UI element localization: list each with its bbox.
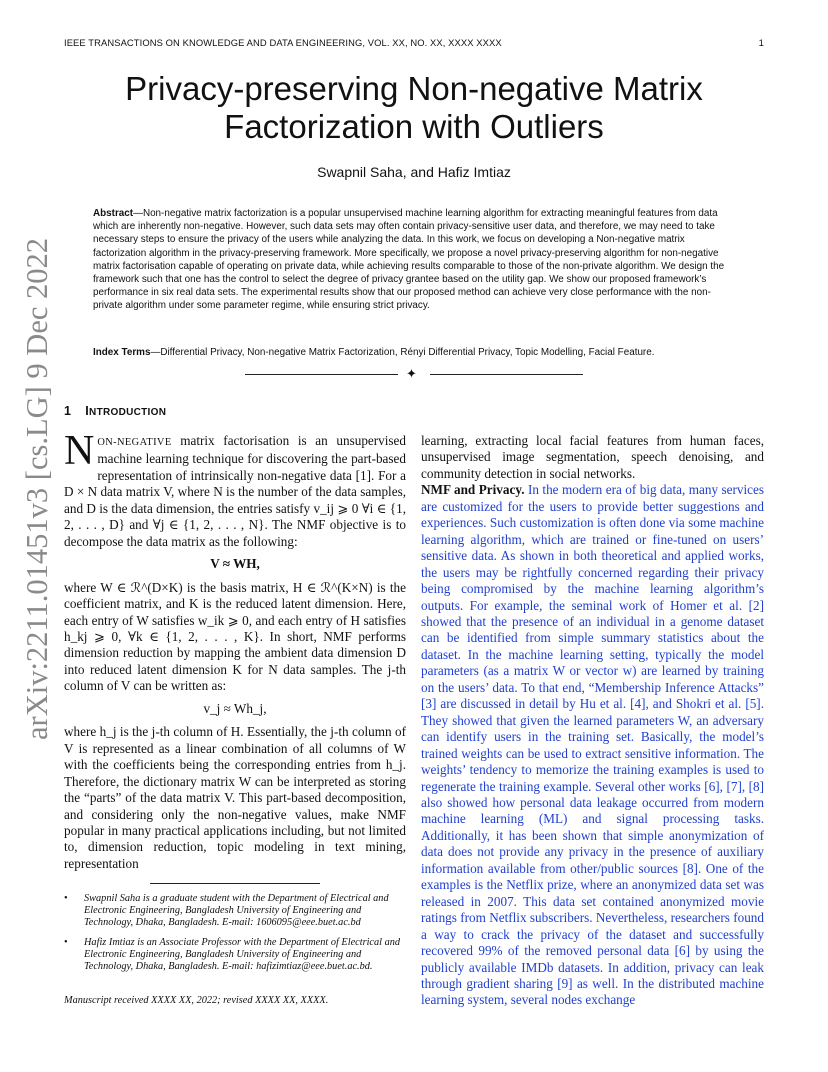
left-column <box>64 428 406 872</box>
footnote-item <box>64 937 406 974</box>
intro-paragraph-1-text: matrix factorisation is an unsupervised machine learning technique for discovering the part-based representation of intrinsically non-negative data [1]. For a D × N data matrix V, where N is the number of the data samples, and D is the data dimension, the entries satisfy v_ij ⩾ 0 ∀i ∈ {1, 2, . . . , D} and ∀j ∈ {1, 2, . . . , N}. The NMF objective is to decompose the data matrix as the following: <box>64 433 406 549</box>
title-line-2: Factorization with Outliers <box>224 108 604 145</box>
equation-2: v_j ≈ Wh_j, <box>203 700 267 716</box>
intro-smallcaps: ON-NEGATIVE <box>97 437 172 448</box>
intro-paragraph-2: where W ∈ ℛ^(D×K) is the basis matrix, H ∈ ℛ^(K×N) is the coefficient matrix, and K is the reduced latent dimension. Here, each entry of W satisfies w_ik ⩾ 0, and each entry of H satisfies h_kj ⩾ 0, ∀k ∈ {1, 2, . . . , K}. In short, NMF performs dimension reduction by mapping the ambient data dimension D into reduced latent dimension K for N data samples. The j-th column of V can be written as: <box>64 579 406 694</box>
footnote-text: Hafiz Imtiaz is an Associate Professor with the Department of Electrical and Electronic Engineering, Bangladesh University of Engineering and Technology, Dhaka, Bangladesh. E-mail: hafizimtiaz@eee.buet.ac.bd. <box>84 936 401 973</box>
section-heading <box>64 404 166 418</box>
intro-paragraph-1 <box>64 428 406 550</box>
nmf-privacy-text: In the modern era of big data, many services are customized for the users to provide better suggestions and experiences. Such customization is often done via some machine learning algorithm, which are trained or fine-tuned on users’ sensitive data. As shown in both theoretical and applied works, the users may be rightfully concerned regarding their privacy being compromised by the machine learning algorithm’s outputs. For example, the seminal work of Homer et al. [2] showed that the presence of an individual in a genome dataset can be identified from simple summary statistics about the dataset. In the machine learning setting, typically the model parameters (as a matrix W or vector w) are learned by training on the users’ data. To that end, “Membership Inference Attacks” [3] are discussed in detail by Hu et al. [4], and Shokri et al. [5]. They showed that given the learned parameters W, an adversary can identify users in the training set. Basically, the model’s trained weights can be used to extract sensitive information. The weights’ tendency to memorize the training examples is used to regenerate the training example. Several other works [6], [7], [8] also showed how personal data leakage occurred from modern machine learning (ML) and signal processing tasks. Additionally, it has been shown that simple anonymization of data does not provide any privacy in the presence of auxiliary information available from other/public sources [8]. One of the examples is the Netflix prize, where an anonymized data set was released in 2007. This data set contained anonymized movie ratings from Netflix subscribers. Nevertheless, researchers found a way to crack the privacy of the dataset and successfully recovered 99% of the removed personal data [6] by using the publicly available IMDb datasets. In addition, privacy can leak through gradient sharing [9] as well. In the distributed machine learning system, several nodes exchange <box>421 482 764 1008</box>
journal-name: IEEE TRANSACTIONS ON KNOWLEDGE AND DATA ENGINEERING, VOL. XX, NO. XX, XXXX XXXX <box>64 37 502 48</box>
paper-title <box>64 70 764 146</box>
drop-cap: N <box>64 428 95 474</box>
separator-diamond-icon: ✦ <box>406 366 417 381</box>
intro-paragraph-3: where h_j is the j-th column of H. Essentially, the j-th column of V is represented as a linear combination of all columns of W with the coefficients being the corresponding entries from h_j. Therefore, the dictionary matrix W can be interpreted as storing the “parts” of the data matrix V. This part-based decomposition, and considering only the non-negative values, make NMF popular in many practical applications including, but not limited to, dimension reduction, topic modeling in text mining, representation <box>64 724 406 871</box>
right-paragraph-2 <box>421 482 764 1009</box>
arxiv-stamp <box>12 237 62 740</box>
nmf-privacy-lead: NMF and Privacy. <box>421 482 525 498</box>
section-title-rest: NTRODUCTION <box>89 407 167 418</box>
abstract-text: —Non-negative matrix factorization is a popular unsupervised machine learning algorithm for extracting meaningful features from data which are inherently non-negative. However, such data sets may often contain privacy-sensitive user data, and therefore, we may need to take necessary steps to ensure the privacy of the users while analyzing the data. In this work, we focus on developing a Non-negative matrix factorization algorithm in the privacy-preserving framework. More specifically, we propose a novel privacy-preserving algorithm for non-negative matrix factorisation capable of operating on private data, while achieving results comparable to those of the non-private algorithm. We design the framework such that one has the control to select the degree of privacy grantee based on the utility gap. We show our proposed framework’s performance in six real data sets. The experimental results show that our proposed method can achieve very close performance with the non-private algorithm under some parameter regime, while ensuring strict privacy. <box>93 208 725 312</box>
page-number: 1 <box>758 37 764 48</box>
footnote-rule <box>150 883 320 884</box>
section-number: 1 <box>64 404 72 418</box>
index-terms <box>93 346 735 359</box>
arxiv-stamp-text: arXiv:2211.01451v3 [cs.LG] 9 Dec 2022 <box>20 237 54 740</box>
right-column <box>421 433 764 1009</box>
author-list: Swapnil Saha, and Hafiz Imtiaz <box>317 164 511 180</box>
author-footnotes <box>64 893 406 980</box>
manuscript-note: Manuscript received XXXX XX, 2022; revised XXXX XX, XXXX. <box>64 995 329 1006</box>
index-terms-label: Index Terms <box>93 347 151 358</box>
separator-line-left <box>245 374 398 375</box>
title-line-1: Privacy-preserving Non-negative Matrix <box>125 70 703 107</box>
abstract-label: Abstract <box>93 208 134 219</box>
footnote-text: Swapnil Saha is a graduate student with the Department of Electrical and Electronic Engineering, Bangladesh University of Engineering and Technology, Dhaka, Bangladesh. E-mail: 1606095@eee.buet.ac.bd <box>84 893 389 929</box>
section-title-initial: I <box>85 404 90 418</box>
footnote-bullet: • <box>64 936 68 948</box>
index-terms-text: —Differential Privacy, Non-negative Matrix Factorization, Rényi Differential Privacy, Topic Modelling, Facial Feature. <box>150 347 655 358</box>
running-header <box>64 37 764 48</box>
separator-line-right <box>430 374 583 375</box>
footnote-item <box>64 893 406 930</box>
equation-1: V ≈ WH, <box>210 556 260 572</box>
right-paragraph-1: learning, extracting local facial features from human faces, unsupervised image segmentation, speech denoising, and community detection in social networks. <box>421 433 764 481</box>
abstract <box>93 207 735 313</box>
footnote-bullet: • <box>64 893 68 904</box>
